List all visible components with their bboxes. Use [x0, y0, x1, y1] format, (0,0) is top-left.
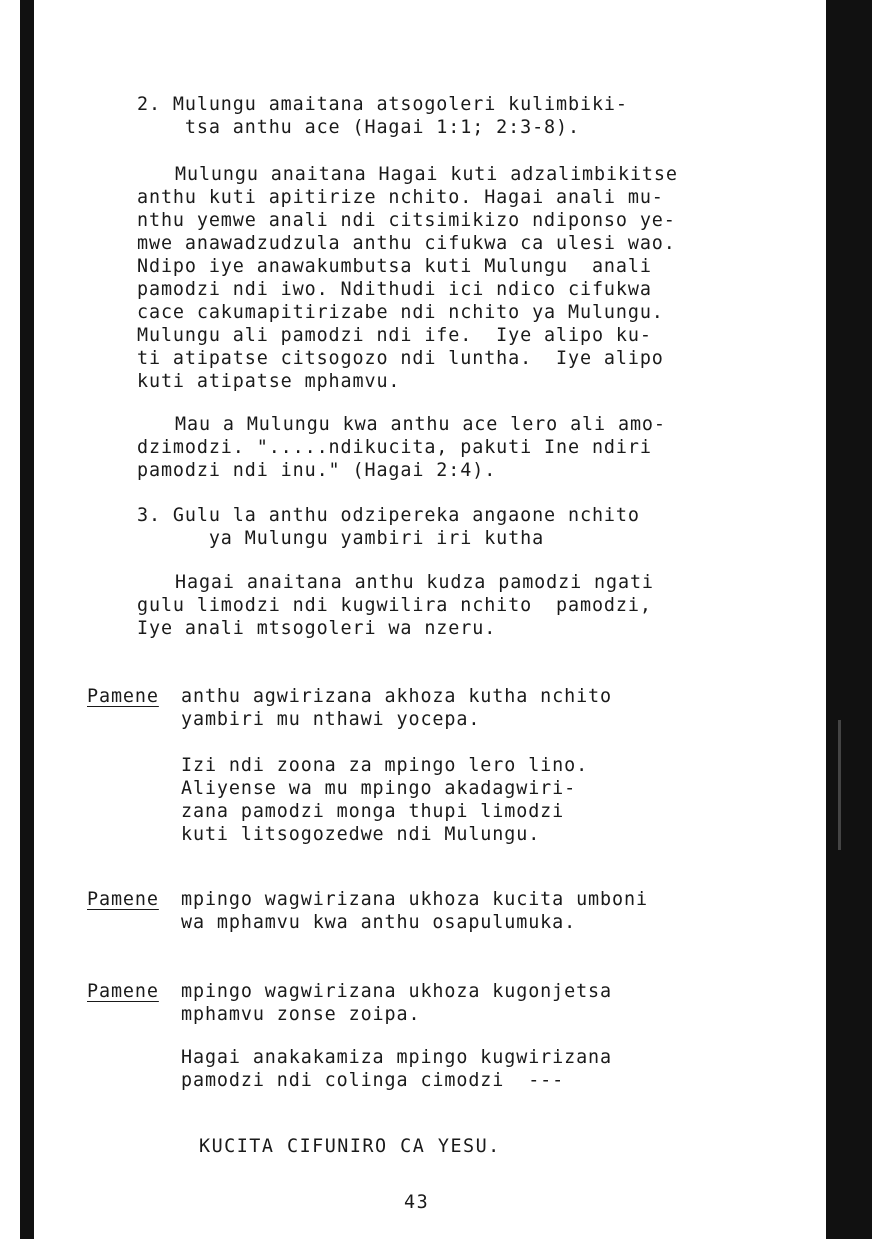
pamene-label-3: Pamene: [87, 981, 159, 1002]
pamene-1-line-1: anthu agwirizana akhoza kutha nchito: [181, 686, 612, 707]
paragraph-1-line-3: nthu yemwe anali ndi citsimikizo ndiponso ye-: [137, 210, 676, 231]
pamene-label-2: Pamene: [87, 889, 159, 910]
pamene-2-line-1: mpingo wagwirizana ukhoza kucita umboni: [181, 889, 648, 910]
paragraph-3-line-1: Hagai anaitana anthu kudza pamodzi ngati: [175, 572, 654, 593]
paragraph-1-line-8: Mulungu ali pamodzi ndi ife. Iye alipo ku-: [137, 325, 652, 346]
pamene-1-line-2: yambiri mu nthawi yocepa.: [181, 709, 481, 730]
footer-title: KUCITA CIFUNIRO CA YESU.: [199, 1136, 501, 1157]
paragraph-4-line-4: kuti litsogozedwe ndi Mulungu.: [181, 824, 541, 845]
section-heading-3-line-1: 3. Gulu la anthu odzipereka angaone nchito: [137, 505, 640, 526]
pamene-label-1: Pamene: [87, 686, 159, 707]
paragraph-3-line-2: gulu limodzi ndi kugwilira nchito pamodzi,: [137, 595, 652, 616]
pamene-2-line-2: wa mphamvu kwa anthu osapulumuka.: [181, 912, 577, 933]
pamene-3-line-1: mpingo wagwirizana ukhoza kugonjetsa: [181, 981, 612, 1002]
paragraph-1-line-4: mwe anawadzudzula anthu cifukwa ca ulesi wao.: [137, 233, 676, 254]
scan-edge-right: [826, 0, 872, 1239]
paragraph-1-line-10: kuti atipatse mphamvu.: [137, 371, 401, 392]
paragraph-1-line-2: anthu kuti apitirize nchito. Hagai anali mu-: [137, 187, 664, 208]
paragraph-5-line-2: pamodzi ndi colinga cimodzi ---: [181, 1070, 565, 1091]
paragraph-4-line-2: Aliyense wa mu mpingo akadagwiri-: [181, 778, 577, 799]
paragraph-1-line-6: pamodzi ndi iwo. Ndithudi ici ndico cifukwa: [137, 279, 652, 300]
paragraph-2-line-3: pamodzi ndi inu." (Hagai 2:4).: [137, 460, 497, 481]
paragraph-2-line-2: dzimodzi. ".....ndikucita, pakuti Ine ndiri: [137, 437, 652, 458]
scan-edge-left: [20, 0, 34, 1239]
section-heading-2-line-2: tsa anthu ace (Hagai 1:1; 2:3-8).: [137, 117, 580, 138]
paragraph-4-line-3: zana pamodzi monga thupi limodzi: [181, 801, 565, 822]
paragraph-1-line-9: ti atipatse citsogozo ndi luntha. Iye alipo: [137, 348, 664, 369]
section-heading-2-line-1: 2. Mulungu amaitana atsogoleri kulimbiki-: [137, 94, 628, 115]
scan-edge-mark: [838, 720, 841, 850]
paragraph-1-line-5: Ndipo iye anawakumbutsa kuti Mulungu anali: [137, 256, 652, 277]
paragraph-2-line-1: Mau a Mulungu kwa anthu ace lero ali amo-: [175, 414, 666, 435]
paragraph-5-line-1: Hagai anakakamiza mpingo kugwirizana: [181, 1047, 612, 1068]
paragraph-4-line-1: Izi ndi zoona za mpingo lero lino.: [181, 755, 589, 776]
paragraph-3-line-3: Iye anali mtsogoleri wa nzeru.: [137, 618, 497, 639]
pamene-3-line-2: mphamvu zonse zoipa.: [181, 1004, 421, 1025]
section-heading-3-line-2: ya Mulungu yambiri iri kutha: [137, 528, 545, 549]
paragraph-1-line-7: cace cakumapitirizabe ndi nchito ya Mulungu.: [137, 302, 664, 323]
page-number: 43: [404, 1192, 430, 1213]
paragraph-1-line-1: Mulungu anaitana Hagai kuti adzalimbikitse: [175, 164, 678, 185]
